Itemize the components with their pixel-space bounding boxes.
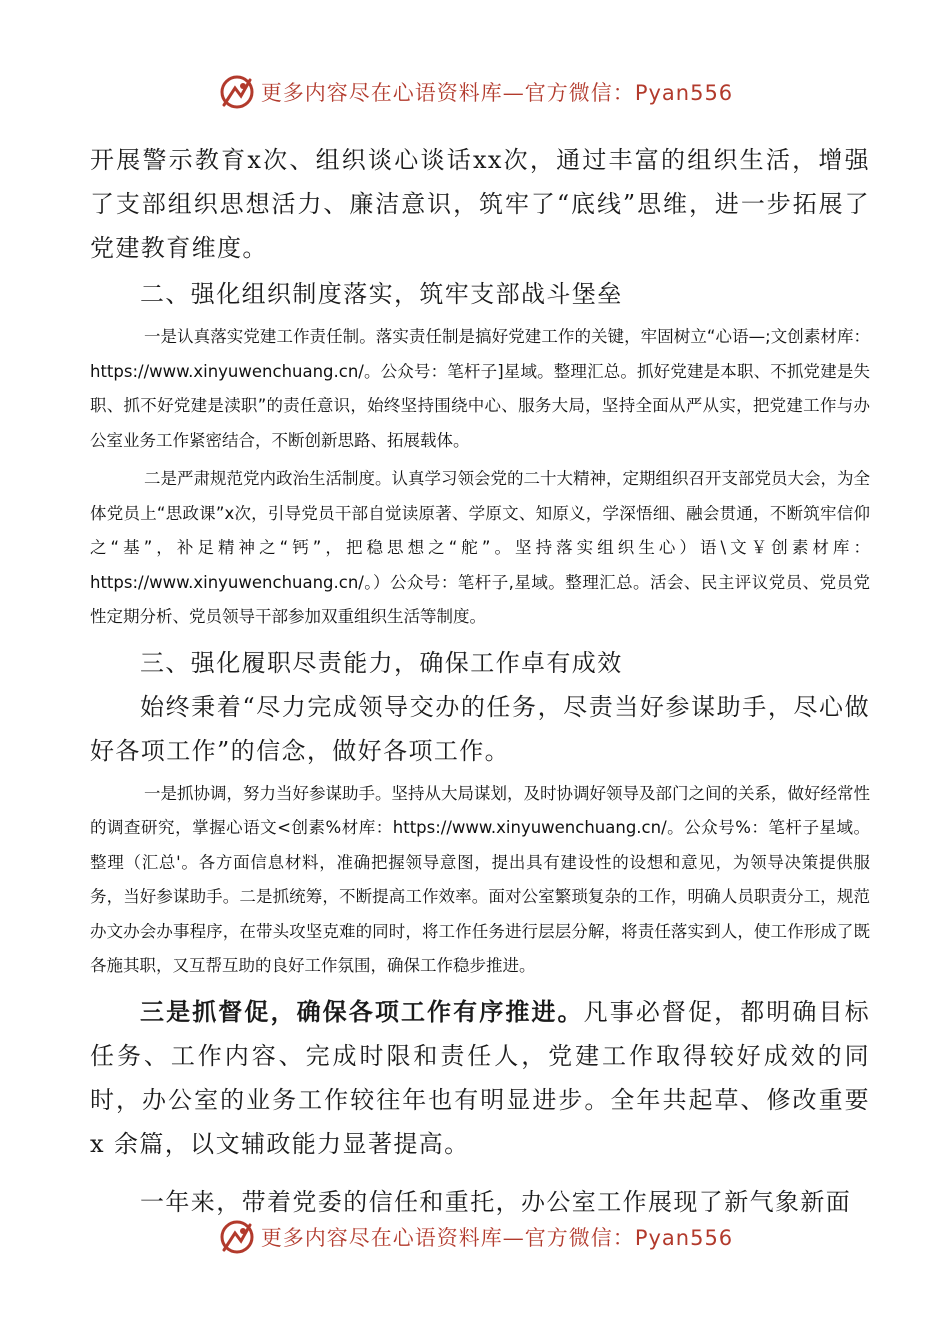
section-heading-3: 三、强化履职尽责能力，确保工作卓有成效 [140,648,623,677]
paragraph-3-intro: 始终秉着“尽力完成领导交办的任务，尽责当好参谋助手，尽心做好各项工作”的信念，做好各项工作。 [90,692,870,765]
document-body [90,138,870,1224]
footer-banner [0,1213,950,1261]
banner-text: 更多内容尽在心语资料库—官方微信： [260,81,635,105]
paragraph-3-3-text: 凡事必督促，都明确目标任务、工作内容、完成时限和责任人，党建工作取得较好成效的同时，办公室的业务工作较往年也有明显进步。全年共起草、修改重要 x 余篇，以文辅政能力显著提高。 [90,997,870,1158]
paragraph-3-3 [90,990,870,1166]
logo-icon [217,72,257,112]
paragraph-intro: 开展警示教育x次、组织谈心谈话xx次，通过丰富的组织生活，增强了支部组织思想活力、廉洁意识，筑牢了“底线”思维，进一步拓展了党建教育维度。 [90,146,870,262]
paragraph-3-1: 一是抓协调，努力当好参谋助手。坚持从大局谋划，及时协调好领导及部门之间的关系，做好经常性的调查研究，掌握心语文<创素%材库：https://www.xinyuwenchuang.cn/。公众号%：笔杆子星域。整理（汇总'。各方面信息材料，准确把握领导意图，提出具有建设性的设想和意见，为领导决策提供服务，当好参谋助手。二是抓统筹，不断提高工作效率。面对公室繁琐复杂的工作，明确人员职责分工，规范办文办会办事程序，在带头攻坚克难的同时，将工作任务进行层层分解，将责任落实到人，使工作形成了既各施其职，又互帮互助的良好工作氛围，确保工作稳步推进。 [90,783,870,975]
banner-wechat-id: Pyan556 [634,1226,734,1250]
section-heading-2: 二、强化组织制度落实，筑牢支部战斗堡垒 [140,280,623,308]
header-banner [0,68,950,116]
paragraph-closing: 一年来，带着党委的信任和重托，办公室工作展现了新气象新面 [140,1187,852,1216]
paragraph-3-3-lead: 三是抓督促，确保各项工作有序推进。 [140,996,584,1026]
banner-wechat-id: Pyan556 [634,81,734,105]
paragraph-2-2: 二是严肃规范党内政治生活制度。认真学习领会党的二十大精神，定期组织召开支部党员大会，为全体党员上“思政课”x次，引导党员干部自觉读原著、学原文、知原义，学深悟细、融会贯通，不断筑牢信仰之“基”，补足精神之“钙”，把稳思想之“舵”。坚持落实组织生心）语\文￥创素材库：https://www.xinyuwenchuang.cn/。）公众号：笔杆子,星域。整理汇总。活会、民主评议党员、党员党性定期分析、党员领导干部参加双重组织生活等制度。 [90,469,870,626]
paragraph-2-1: 一是认真落实党建工作责任制。落实责任制是搞好党建工作的关键，牢固树立“心语—;文创素材库：https://www.xinyuwenchuang.cn/。公众号：笔杆子]星域。整理汇总。抓好党建是本职、不抓党建是失职、抓不好党建是渎职”的责任意识，始终坚持围绕中心、服务大局，坚持全面从严从实，把党建工作与办公室业务工作紧密结合，不断创新思路、拓展载体。 [90,327,870,450]
banner-text: 更多内容尽在心语资料库—官方微信： [260,1226,635,1250]
logo-icon [217,1217,257,1257]
